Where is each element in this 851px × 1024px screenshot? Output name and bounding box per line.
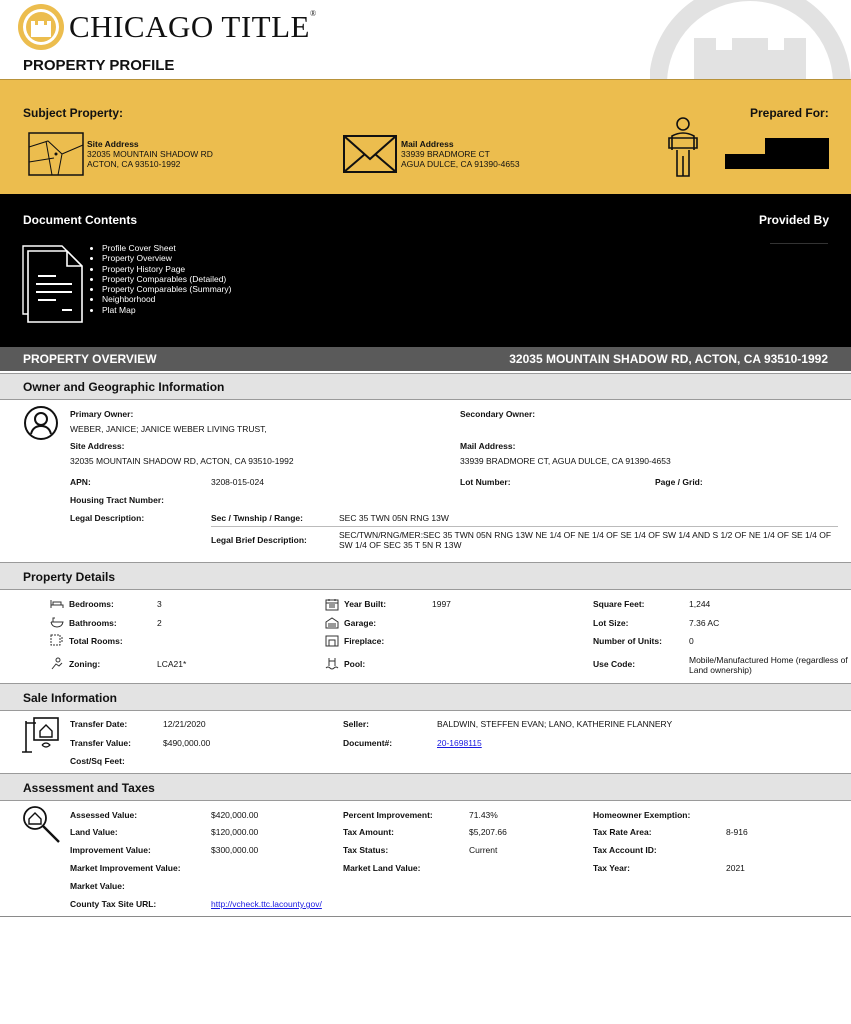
units-label: Number of Units: xyxy=(593,636,662,646)
market-improvement-label: Market Improvement Value: xyxy=(70,863,181,873)
legal-brief-label: Legal Brief Description: xyxy=(211,535,307,545)
house-search-icon xyxy=(22,805,62,845)
primary-owner-value: WEBER, JANICE; JANICE WEBER LIVING TRUST, xyxy=(70,424,267,434)
sale-sign-icon xyxy=(20,715,62,753)
bottom-rule xyxy=(0,916,851,917)
envelope-icon xyxy=(343,135,397,173)
mail-address-line1: 33939 BRADMORE CT xyxy=(401,149,490,159)
apn-label: APN: xyxy=(70,477,91,487)
land-value-value: $120,000.00 xyxy=(211,827,259,837)
contents-item: • Property Comparables (Summary) xyxy=(102,284,231,294)
owner-section-header xyxy=(0,373,851,400)
legal-divider xyxy=(211,526,838,527)
sec-twn-range-value: SEC 35 TWN 05N RNG 13W xyxy=(339,513,449,523)
subject-band xyxy=(0,79,851,195)
tax-year-label: Tax Year: xyxy=(593,863,631,873)
owner-section-title: Owner and Geographic Information xyxy=(23,380,225,394)
garage-icon xyxy=(325,617,339,629)
tax-rate-area-label: Tax Rate Area: xyxy=(593,827,652,837)
site-address-line2: ACTON, CA 93510-1992 xyxy=(87,159,181,169)
prepared-for-heading: Prepared For: xyxy=(750,106,829,120)
secondary-owner-label: Secondary Owner: xyxy=(460,409,536,419)
year-built-label: Year Built: xyxy=(344,599,387,609)
bed-icon xyxy=(50,598,64,610)
homeowner-exemption-label: Homeowner Exemption: xyxy=(593,810,691,820)
redacted-notch xyxy=(725,138,765,154)
apn-value: 3208-015-024 xyxy=(211,477,264,487)
transfer-date-label: Transfer Date: xyxy=(70,719,128,729)
mail-address-field-value: 33939 BRADMORE CT, AGUA DULCE, CA 91390-4653 xyxy=(460,456,671,466)
overview-title: PROPERTY OVERVIEW xyxy=(23,352,157,366)
document-number-label: Document#: xyxy=(343,738,393,748)
castle-logo-icon xyxy=(17,3,65,51)
contents-item: • Property Comparables (Detailed) xyxy=(102,274,231,284)
assessed-value-label: Assessed Value: xyxy=(70,810,138,820)
county-url-link[interactable]: http://vcheck.ttc.lacounty.gov/ xyxy=(211,899,322,909)
primary-owner-label: Primary Owner: xyxy=(70,409,134,419)
site-address-line1: 32035 MOUNTAIN SHADOW RD xyxy=(87,149,213,159)
contents-item: • Property Overview xyxy=(102,253,231,263)
improvement-value-label: Improvement Value: xyxy=(70,845,151,855)
tax-status-value: Current xyxy=(469,845,498,855)
seller-label: Seller: xyxy=(343,719,369,729)
subject-heading: Subject Property: xyxy=(23,106,124,120)
mail-address-line2: AGUA DULCE, CA 91390-4653 xyxy=(401,159,520,169)
contents-item: • Plat Map xyxy=(102,305,231,315)
tract-number-label: Housing Tract Number: xyxy=(70,495,164,505)
map-icon xyxy=(28,132,84,176)
site-address-field-value: 32035 MOUNTAIN SHADOW RD, ACTON, CA 93510-1992 xyxy=(70,456,294,466)
provided-by-heading: Provided By xyxy=(759,213,830,227)
use-code-label: Use Code: xyxy=(593,659,636,669)
zoning-icon xyxy=(50,657,64,670)
legal-brief-value: SEC/TWN/RNG/MER:SEC 35 TWN 05N RNG 13W NE 1/4 OF NE 1/4 OF SE 1/4 OF SW 1/4 AND S 1/2 OF NE 1/4 OF SE 1/4 OF SW 1/4 OF SEC 35 T 5N R 13W xyxy=(339,530,832,550)
overview-bar xyxy=(0,347,851,371)
pool-icon xyxy=(325,657,339,670)
year-built-value: 1997 xyxy=(432,599,451,609)
lot-size-label: Lot Size: xyxy=(593,618,629,628)
tax-account-label: Tax Account ID: xyxy=(593,845,657,855)
tax-section-title: Assessment and Taxes xyxy=(23,781,155,795)
mail-address-label: Mail Address xyxy=(401,139,454,149)
units-value: 0 xyxy=(689,636,694,646)
contents-item: • Neighborhood xyxy=(102,294,231,304)
contents-item: • Property History Page xyxy=(102,264,231,274)
zoning-label: Zoning: xyxy=(69,659,101,669)
use-code-value: Mobile/Manufactured Home (regardless of Land ownership) xyxy=(689,655,848,675)
land-value-label: Land Value: xyxy=(70,827,118,837)
lot-number-label: Lot Number: xyxy=(460,477,511,487)
bathrooms-value: 2 xyxy=(157,618,162,628)
improvement-value-value: $300,000.00 xyxy=(211,845,259,855)
garage-label: Garage: xyxy=(344,618,377,628)
county-url-label: County Tax Site URL: xyxy=(70,899,157,909)
document-number-link[interactable]: 20-1698115 xyxy=(437,738,482,748)
fireplace-label: Fireplace: xyxy=(344,636,385,646)
provided-by-line xyxy=(770,243,828,244)
report-title: PROPERTY PROFILE xyxy=(23,57,175,74)
sale-section-title: Sale Information xyxy=(23,691,118,705)
details-section-header xyxy=(0,562,851,590)
transfer-value-value: $490,000.00 xyxy=(163,738,211,748)
transfer-value-label: Transfer Value: xyxy=(70,738,131,748)
square-feet-label: Square Feet: xyxy=(593,599,645,609)
site-address-label: Site Address xyxy=(87,139,139,149)
tax-amount-label: Tax Amount: xyxy=(343,827,394,837)
sec-twn-range-label: Sec / Twnship / Range: xyxy=(211,513,303,523)
square-feet-value: 1,244 xyxy=(689,599,711,609)
tax-year-value: 2021 xyxy=(726,863,745,873)
tax-status-label: Tax Status: xyxy=(343,845,389,855)
zoning-value: LCA21* xyxy=(157,659,187,669)
contents-list xyxy=(90,243,231,315)
mail-address-field-label: Mail Address: xyxy=(460,441,516,451)
bedrooms-value: 3 xyxy=(157,599,162,609)
overview-address: 32035 MOUNTAIN SHADOW RD, ACTON, CA 93510-1992 xyxy=(509,352,828,366)
bathrooms-label: Bathrooms: xyxy=(69,618,117,628)
fireplace-icon xyxy=(325,635,339,647)
transfer-date-value: 12/21/2020 xyxy=(163,719,206,729)
calendar-icon xyxy=(325,598,339,611)
bath-icon xyxy=(50,616,64,628)
market-land-label: Market Land Value: xyxy=(343,863,421,873)
seller-value: BALDWIN, STEFFEN EVAN; LANO, KATHERINE FLANNERY xyxy=(437,719,673,729)
percent-improvement-label: Percent Improvement: xyxy=(343,810,433,820)
lot-size-value: 7.36 AC xyxy=(689,618,720,628)
pool-label: Pool: xyxy=(344,659,366,669)
contents-item: • Profile Cover Sheet xyxy=(102,243,231,253)
site-address-field-label: Site Address: xyxy=(70,441,125,451)
assessed-value-value: $420,000.00 xyxy=(211,810,259,820)
castle-watermark-icon xyxy=(650,0,851,80)
tax-amount-value: $5,207.66 xyxy=(469,827,507,837)
brand-name: CHICAGO TITLE® xyxy=(69,9,317,44)
percent-improvement-value: 71.43% xyxy=(469,810,498,820)
contents-heading: Document Contents xyxy=(23,213,137,227)
tax-rate-area-value: 8-916 xyxy=(726,827,748,837)
page-grid-label: Page / Grid: xyxy=(655,477,703,487)
cost-sqft-label: Cost/Sq Feet: xyxy=(70,756,125,766)
market-value-label: Market Value: xyxy=(70,881,125,891)
legal-description-label: Legal Description: xyxy=(70,513,145,523)
user-circle-icon xyxy=(23,405,59,441)
document-icon xyxy=(22,240,84,324)
person-icon xyxy=(666,116,700,178)
sale-section-header xyxy=(0,683,851,711)
rooms-icon xyxy=(50,634,64,646)
bedrooms-label: Bedrooms: xyxy=(69,599,114,609)
tax-section-header xyxy=(0,773,851,801)
total-rooms-label: Total Rooms: xyxy=(69,636,123,646)
details-section-title: Property Details xyxy=(23,570,116,584)
